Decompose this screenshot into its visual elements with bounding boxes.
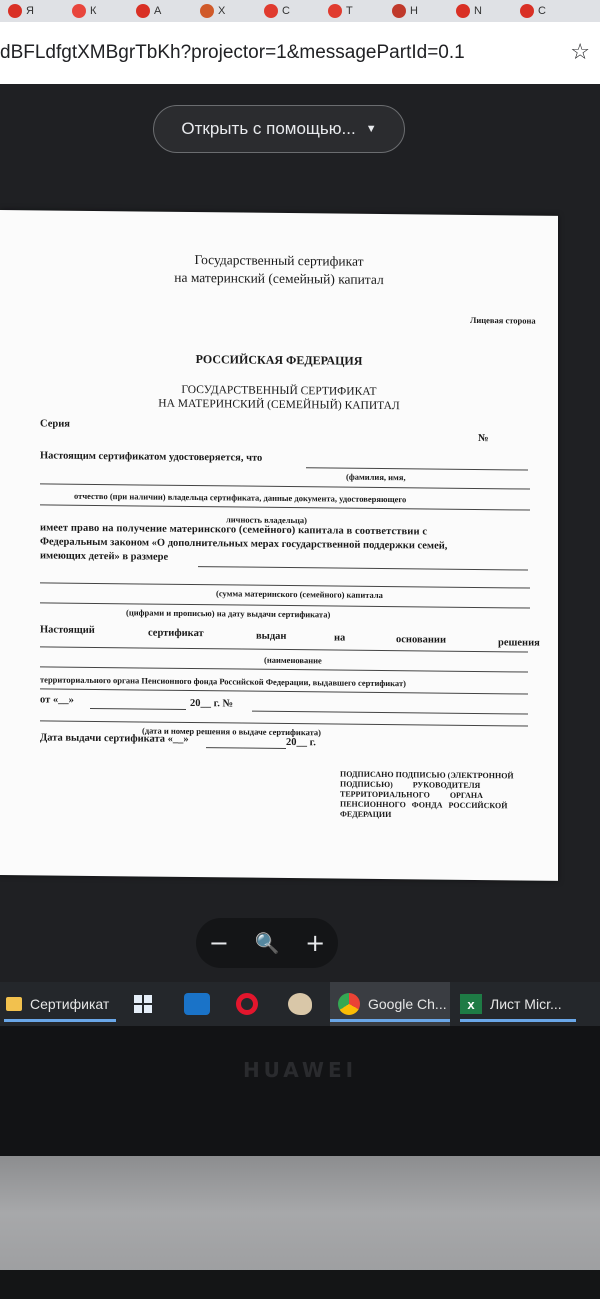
tab-label: N	[474, 5, 482, 17]
yandex-icon	[8, 4, 22, 18]
tab-label: Х	[218, 5, 226, 17]
site-icon	[72, 4, 86, 18]
url-text[interactable]: dBFLdfgtXMBgrTbKh?projector=1&messagePartId=0.1	[0, 42, 465, 63]
hint-amount: (сумма материнского (семейного) капитала	[216, 588, 383, 601]
brand-logo: HUAWEI	[242, 1058, 358, 1082]
certificate-page	[0, 210, 558, 881]
issued-word-4: на	[334, 632, 346, 644]
fill-line	[206, 747, 286, 749]
browser-tab[interactable]	[196, 2, 256, 20]
zoom-out-button[interactable]: −	[208, 929, 229, 957]
address-bar[interactable]	[0, 22, 600, 84]
bookmark-star-icon[interactable]: ☆	[570, 40, 590, 65]
signed-line2: ПОДПИСЬЮ) РУКОВОДИТЕЛЯ	[340, 779, 481, 791]
browser-tab[interactable]	[388, 2, 448, 20]
decision-year: 20__ г. №	[190, 697, 234, 710]
site-icon	[392, 4, 406, 18]
signed-line3: ТЕРРИТОРИАЛЬНОГО ОРГАНА	[340, 789, 483, 801]
fill-line	[40, 504, 530, 510]
entitled-line1: имеет право на получение материнского (семейного) капитала в соответствии с	[40, 522, 428, 538]
fill-line	[40, 602, 530, 608]
doc-title-line2: на материнский (семейный) капитал	[174, 269, 384, 288]
browser-tab[interactable]	[68, 2, 128, 20]
fill-line	[40, 666, 528, 672]
document-viewer	[0, 84, 600, 982]
tab-label: С	[538, 5, 546, 17]
certifies-text: Настоящим сертификатом удостоверяется, что	[40, 450, 263, 464]
fill-line	[306, 467, 528, 470]
signed-line4: ПЕНСИОННОГО ФОНДА РОССИЙСКОЙ	[340, 799, 508, 811]
tab-label: К	[90, 5, 97, 17]
zoom-magnifier-icon[interactable]: 🔍	[254, 931, 280, 955]
from-date: от «__»	[40, 694, 74, 706]
hint-name: (фамилия, имя,	[346, 471, 406, 483]
outlook-icon	[184, 993, 210, 1015]
fill-line	[90, 708, 186, 710]
windows-grid-icon	[134, 995, 152, 1013]
taskbar-start[interactable]	[134, 982, 152, 1026]
active-indicator	[460, 1019, 576, 1022]
issued-word-6: решения	[498, 637, 540, 649]
zoom-in-button[interactable]: +	[305, 929, 326, 957]
heading-line1: ГОСУДАРСТВЕННЫЙ СЕРТИФИКАТ	[181, 383, 377, 398]
browser-tab[interactable]	[4, 2, 64, 20]
tab-label: С	[282, 5, 290, 17]
open-with-button[interactable]	[153, 105, 405, 153]
tab-label: Т	[346, 5, 353, 17]
active-indicator	[330, 1019, 450, 1022]
issued-word-2: сертификат	[148, 627, 204, 640]
doc-title-line1: Государственный сертификат	[194, 252, 364, 269]
hint-decision: (дата и номер решения о выдаче сертификата)	[142, 725, 321, 738]
fill-line	[198, 566, 528, 570]
paint-palette-icon	[288, 993, 312, 1015]
tab-label: Я	[26, 5, 34, 17]
fill-line	[40, 483, 530, 489]
entitled-line2: Федеральным законом «О дополнительных мерах государственной поддержки семей,	[40, 536, 448, 552]
open-with-label: Открыть с помощью...	[181, 119, 356, 138]
signed-line5: ФЕДЕРАЦИИ	[340, 809, 392, 820]
opera-icon	[236, 993, 258, 1015]
series-label: Серия	[40, 418, 70, 430]
site-icon	[520, 4, 534, 18]
site-icon	[456, 4, 470, 18]
active-indicator	[4, 1019, 116, 1022]
fill-line	[40, 582, 530, 588]
hint-title: (наименование	[264, 654, 322, 666]
laptop-bezel	[0, 1026, 600, 1156]
issue-year: 20__ г.	[286, 736, 316, 749]
fill-line	[40, 646, 528, 652]
entitled-line3: имеющих детей» в размере	[40, 550, 169, 563]
hint-words: (цифрами и прописью) на дату выдачи сертификата)	[126, 607, 331, 620]
keyboard-edge	[0, 1270, 600, 1299]
hint-office: территориального органа Пенсионного фонда Российской Федерации, выдавшего сертификат)	[40, 674, 406, 689]
face-side-label: Лицевая сторона	[470, 314, 536, 326]
fill-line	[40, 720, 528, 726]
browser-tab[interactable]	[452, 2, 512, 20]
taskbar-outlook[interactable]	[184, 982, 210, 1026]
zoom-controls	[196, 918, 338, 968]
folder-label: Сертификат	[30, 996, 110, 1012]
site-icon	[136, 4, 150, 18]
browser-tab-strip	[0, 0, 600, 22]
taskbar-opera[interactable]	[236, 982, 258, 1026]
windows-taskbar	[0, 982, 600, 1026]
hint-patronymic: отчество (при наличии) владельца сертификата, данные документа, удостоверяющего	[74, 490, 407, 505]
browser-tab[interactable]	[324, 2, 384, 20]
signed-line1: ПОДПИСАНО ПОДПИСЬЮ (ЭЛЕКТРОННОЙ	[340, 769, 514, 781]
tab-label: Н	[410, 5, 418, 17]
number-label: №	[478, 433, 489, 445]
fill-line	[252, 711, 528, 715]
issued-word-3: выдан	[256, 630, 287, 643]
browser-tab[interactable]	[132, 2, 192, 20]
site-icon	[328, 4, 342, 18]
fill-line	[40, 688, 528, 694]
folder-icon	[6, 997, 22, 1011]
issued-word-1: Настоящий	[40, 624, 95, 636]
hint-identity: личность владельца)	[226, 514, 307, 526]
issue-date-label: Дата выдачи сертификата «__»	[40, 732, 189, 745]
excel-icon: x	[460, 994, 482, 1014]
taskbar-paint[interactable]	[288, 982, 312, 1026]
issued-word-5: основании	[396, 634, 447, 646]
chrome-label: Google Ch...	[368, 996, 447, 1012]
browser-tab[interactable]	[260, 2, 320, 20]
site-icon	[264, 4, 278, 18]
excel-label: Лист Micr...	[490, 996, 562, 1012]
country-heading: РОССИЙСКАЯ ФЕДЕРАЦИЯ	[195, 352, 363, 368]
tab-label: А	[154, 5, 162, 17]
caret-down-icon: ▼	[365, 123, 377, 135]
browser-tab[interactable]	[516, 2, 576, 20]
chrome-icon	[338, 993, 360, 1015]
heading-line2: НА МАТЕРИНСКИЙ (СЕМЕЙНЫЙ) КАПИТАЛ	[158, 397, 400, 413]
site-icon	[200, 4, 214, 18]
